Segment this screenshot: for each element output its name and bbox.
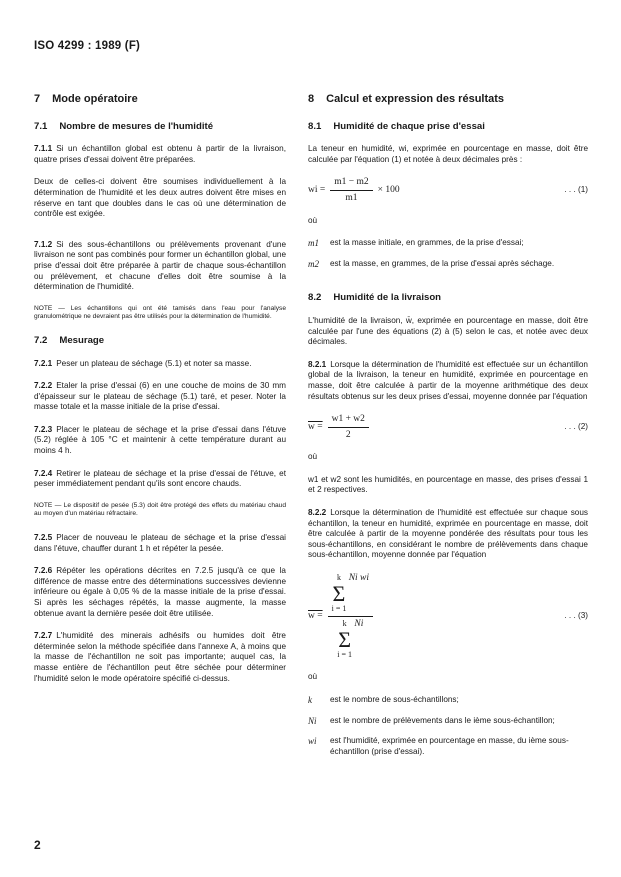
paragraph-text: Si des sous-échantillons ou prélèvements provenant d'une livraison ne sont pas combinés pour former un échantillon global, une prise d'essai doit être préparée à partir de chaque sous-échantillon ou prélèvement, et chacune d'elles doit être soumise à la détermination de l'humidité.: [34, 239, 286, 292]
summation: [337, 619, 352, 660]
fraction-numerator: [328, 573, 373, 617]
where-label: où: [308, 452, 318, 462]
definition-symbol: m1: [308, 238, 319, 249]
section-8-2-heading: [308, 293, 588, 304]
section-8-1-heading: [308, 122, 588, 133]
paragraph-number: 7.2.7: [34, 631, 53, 641]
section-number: 8.2: [308, 292, 322, 304]
paragraph-7-2-1: [34, 359, 286, 370]
sigma-icon: Σ: [338, 626, 352, 652]
definition-item: [308, 736, 588, 757]
equation-body: [308, 414, 564, 440]
note-sieved-samples: NOTE — Les échantillons qui ont été tamisés dans l'eau pour l'analyse granulométrique ne devraient pas être utilisés pour la détermination de l'humidité.: [34, 304, 286, 321]
equation-3: [308, 573, 588, 660]
definition-text: est l'humidité, exprimée en pourcentage en masse, du ième sous-échantillon (prise d'essai).: [330, 736, 569, 756]
section-title: Calcul et expression des résultats: [326, 93, 505, 105]
sum-lower: i = 1: [337, 649, 352, 659]
fraction: [328, 573, 373, 660]
paragraph-number: 7.2.3: [34, 424, 53, 434]
definition-symbol: Ni: [308, 715, 317, 726]
paragraph-number: 7.2.2: [34, 381, 53, 391]
equation-2: [308, 414, 588, 440]
definitions-3: [308, 695, 588, 757]
paragraph-text: Si un échantillon global est obtenu à partir de la livraison, quatre prises d'essai doivent être préparées.: [34, 144, 286, 164]
equation-lhs: wi =: [308, 185, 326, 196]
definition-item: [308, 695, 588, 706]
sum-term: Ni wi: [348, 573, 370, 584]
section-title: Mesurage: [59, 334, 105, 346]
paragraph-number: 7.2.1: [34, 358, 53, 368]
paragraph-7-1-1-cont: Deux de celles-ci doivent être soumises individuellement à la détermination de l'humidité et les deux autres doivent être mises en réserve en tant que doubles dans le cas où une détermination de contrôle est exigée.: [34, 177, 286, 219]
equation-body: [308, 573, 564, 660]
paragraph-number: 8.2.2: [308, 508, 327, 518]
sigma-icon: Σ: [332, 580, 346, 606]
section-7-2-heading: [34, 336, 286, 347]
paragraph-text: Lorsque la détermination de l'humidité est effectuée sur chaque sous échantillon, la teneur en humidité, exprimée en pourcentage en masse, doit être calculée à partir de la moyenne pondérée des résultats pour tous les sous-échantillons, en considérant le nombre de prélèvements dans chaque sous-échantillon, moyenne donnée par l'équation: [308, 508, 588, 560]
sum-upper: k: [336, 573, 341, 583]
paragraph-number: 8.2.1: [308, 359, 327, 369]
fraction: [330, 177, 372, 203]
note-weighing-device: NOTE — Le dispositif de pesée (5.3) doit être protégé des effets du matériau chaud au moyen d'un matériau réfractaire.: [34, 501, 286, 518]
paragraph-7-2-6: [34, 566, 286, 619]
fraction: [328, 414, 369, 440]
summation: [332, 573, 347, 614]
paragraph-8-2-1: [308, 360, 588, 402]
section-number: 8.1: [308, 120, 322, 132]
spacer: [34, 232, 286, 240]
section-number: 7.1: [34, 120, 48, 132]
sum-upper: k: [342, 619, 347, 629]
fraction-numerator: w1 + w2: [328, 414, 369, 428]
paragraph-7-2-4: [34, 469, 286, 490]
paragraph-text: Répéter les opérations décrites en 7.2.5 jusqu'à ce que la différence de masse entre des déterminations successives devienne inférieure ou égale à 0,05 % de la masse initiale de la prise d'essai. Si après les séchages répétés, la masse augmente, la masse obtenue avant la dernière pesée doit être utilisée.: [34, 566, 286, 618]
equation-tail: × 100: [377, 185, 400, 196]
paragraph-8-2-2: [308, 508, 588, 561]
equation-label: . . . (1): [564, 185, 588, 195]
paragraph-text: Lorsque la détermination de l'humidité est effectuée sur un échantillon global de la livraison, la teneur en humidité, exprimée en pourcentage en masse, doit être calculée à partir de la moyenne arithmétique des deux résultats obtenus sur les deux prises d'essai, moyenne donnée par l'équation: [308, 359, 588, 401]
paragraph-7-1-2: [34, 240, 286, 293]
definition-item: [308, 259, 588, 270]
paragraph-number: 7.2.6: [34, 566, 53, 576]
equation-lhs: w =: [308, 611, 323, 622]
paragraph-text: Etaler la prise d'essai (6) en une couche de moins de 30 mm d'épaisseur sur le plateau de séchage (5.1) taré, et peser. Noter la masse totale et la masse initiale de la prise d'essai.: [34, 381, 286, 412]
page-number: 2: [34, 838, 41, 852]
paragraph-number: 7.2.4: [34, 468, 53, 478]
definition-w1-w2: w1 et w2 sont les humidités, en pourcentage en masse, des prises d'essai 1 et 2 respectives.: [308, 474, 588, 495]
paragraph-number: 7.1.2: [34, 239, 53, 249]
paragraph-7-2-3: [34, 425, 286, 457]
sum-term: Ni: [354, 619, 364, 630]
where-label: où: [308, 215, 318, 225]
paragraph-7-1-1: [34, 144, 286, 165]
section-title: Mode opératoire: [52, 93, 138, 105]
section-number: 8: [308, 93, 315, 105]
definitions-1: [308, 238, 588, 269]
section-title: Humidité de la livraison: [333, 292, 442, 304]
right-column: [308, 94, 588, 767]
paragraph-7-2-2: [34, 381, 286, 413]
equation-label: . . . (2): [564, 421, 588, 431]
fraction-denominator: 2: [345, 429, 351, 440]
definition-text: est la masse initiale, en grammes, de la prise d'essai;: [330, 238, 524, 248]
section-number: 7: [34, 93, 41, 105]
sum-lower: i = 1: [331, 603, 347, 613]
section-7-1-heading: [34, 122, 286, 133]
paragraph-8-1: La teneur en humidité, wi, exprimée en pourcentage en masse, doit être calculée par l'équation (1) et notée à deux décimales près :: [308, 144, 588, 164]
section-title: Nombre de mesures de l'humidité: [59, 120, 214, 132]
definition-item: [308, 716, 588, 727]
paragraph-text: L'humidité des minerais adhésifs ou humides doit être déterminée selon la méthode spécifiée dans l'annexe A, à moins que la masse de l'échantillon ne soit pas importante; auquel cas, la masse entière de l'échantillon peut être séchée pour déterminer l'humidité selon le mode opératoire spécifié ci-dessus.: [34, 631, 286, 683]
equation-label: . . . (3): [564, 611, 588, 621]
spacer: [308, 279, 588, 293]
paragraph-7-2-7: [34, 631, 286, 684]
paragraph-number: 7.2.5: [34, 533, 53, 543]
paragraph-text: Placer de nouveau le plateau de séchage et la prise d'essai dans l'étuve, chauffer durant 1 h et répéter la pesée.: [34, 533, 286, 553]
definition-symbol: wi: [308, 736, 317, 747]
equation-1: [308, 177, 588, 203]
where-label: où: [308, 672, 318, 682]
paragraph-8-2: L'humidité de la livraison, w̄, exprimée en pourcentage en masse, doit être calculée par l'une des équations (2) à (5) selon le cas, et notée avec deux décimales.: [308, 315, 588, 347]
fraction-denominator: [337, 617, 363, 660]
section-title: Humidité de chaque prise d'essai: [333, 120, 485, 132]
left-column: [34, 94, 286, 696]
definition-text: est la masse, en grammes, de la prise d'essai après séchage.: [330, 258, 555, 268]
equation-body: [308, 177, 564, 203]
section-7-heading: [34, 94, 286, 105]
definition-symbol: k: [308, 695, 312, 705]
fraction-numerator: m1 − m2: [330, 177, 372, 191]
paragraph-text: Placer le plateau de séchage et la prise d'essai dans l'étuve (5.2) réglée à 105 °C et maintenir à cette température durant au moins 4 h.: [34, 424, 286, 456]
paragraph-7-2-5: [34, 533, 286, 554]
definition-item: [308, 238, 588, 249]
definition-text: est le nombre de sous-échantillons;: [330, 695, 459, 704]
section-8-heading: [308, 94, 588, 105]
paragraph-number: 7.1.1: [34, 144, 53, 154]
fraction-denominator: m1: [345, 192, 358, 203]
section-number: 7.2: [34, 334, 48, 346]
paragraph-text: Peser un plateau de séchage (5.1) et noter sa masse.: [56, 358, 252, 368]
equation-lhs: w =: [308, 421, 323, 432]
definition-text: est le nombre de prélèvements dans le ième sous-échantillon;: [330, 715, 555, 725]
document-header: ISO 4299 : 1989 (F): [34, 40, 141, 52]
paragraph-text: Retirer le plateau de séchage et la prise d'essai de l'étuve, et peser immédiatement pendant qu'ils sont encore chauds.: [34, 468, 286, 489]
definition-symbol: m2: [308, 258, 319, 269]
